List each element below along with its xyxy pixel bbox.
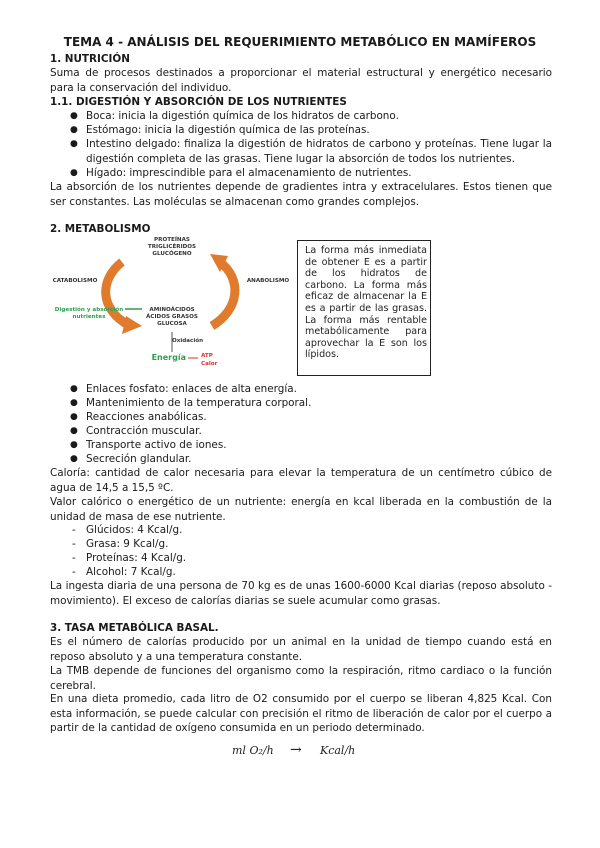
- paragraph-tasa-3: En una dieta promedio, cada litro de O2 consumido por el cuerpo se liberan 4,825 Kcal. Con esta información, se puede calcular con precisión el ritmo de liberación de calor por el cuerpo a partir de la cantidad de oxígeno consumida en un periodo determinado.: [50, 693, 552, 734]
- page-title: TEMA 4 - ANÁLISIS DEL REQUERIMIENTO METABÓLICO EN MAMÍFEROS: [63, 35, 537, 49]
- list-item: ● Transporte activo de iones.: [70, 439, 227, 451]
- diagram-label-bottom: AMINOÁCIDOS ÁCIDOS GRASOS GLUCOSA: [146, 307, 198, 327]
- note-box-text: La forma más inmediata de obtener E es a partir de los hidratos de carbono. La forma más eficaz de almacenar la E es a partir de las grasas. La forma más rentable metabólicamente para aprovechar la E son los lípidos.: [305, 245, 427, 361]
- diagram-label-calor: Calor: [201, 361, 218, 367]
- list-item: ● Secreción glandular.: [70, 453, 192, 465]
- paragraph-ingesta: La ingesta diaria de una persona de 70 kg es de unas 1600-6000 Kcal diarias (reposo absoluto - movimiento). El exceso de calorías diarias se suele acumular como grasas.: [50, 580, 552, 607]
- list-item: ● Reacciones anabólicas.: [70, 411, 207, 423]
- list-item: ● Enlaces fosfato: enlaces de alta energía.: [70, 383, 297, 395]
- paragraph-valor-calorico: Valor calórico o energético de un nutriente: energía en kcal liberada en la combustión de la unidad de masa de ese nutriente.: [50, 496, 552, 523]
- dash-item: - Alcohol: 7 Kcal/g.: [72, 566, 176, 578]
- diagram-label-energy: Energía: [151, 353, 186, 362]
- dash-item: - Proteínas: 4 Kcal/g.: [72, 552, 187, 564]
- diagram-label-atp: ATP: [201, 353, 213, 359]
- section-heading-tasa: 3. TASA METABÓLICA BASAL.: [50, 622, 219, 634]
- dash-item: - Glúcidos: 4 Kcal/g.: [72, 524, 183, 536]
- list-item: ● Mantenimiento de la temperatura corporal.: [70, 397, 312, 409]
- diagram-label-digestion: Digestión y absorción nutrientes: [54, 307, 124, 320]
- metabolism-diagram: [50, 234, 290, 374]
- list-item: ● Boca: inicia la digestión química de los hidratos de carbono.: [70, 110, 399, 122]
- formula-right: Kcal/h: [320, 744, 356, 757]
- paragraph-nutricion: Suma de procesos destinados a proporcionar el material estructural y energético necesario para la conservación del individuo.: [50, 67, 552, 94]
- anabolism-arrow-shape: [212, 262, 235, 326]
- section-heading-nutricion: 1. NUTRICIÓN: [50, 53, 130, 65]
- formula: [232, 740, 372, 766]
- section-heading-digestion: 1.1. DIGESTIÓN Y ABSORCIÓN DE LOS NUTRIENTES: [50, 96, 347, 108]
- list-item: ● Intestino delgado: finaliza la digestión de hidratos de carbono y proteínas. Tiene lugar la digestión completa de las grasas. Tiene lugar la absorción de todos los nutrientes.: [70, 138, 552, 165]
- list-item: ● Hígado: imprescindible para el almacenamiento de nutrientes.: [70, 167, 412, 179]
- diagram-label-oxidation: Oxidación: [172, 338, 204, 344]
- diagram-label-top: PROTEÍNAS TRIGLICÉRIDOS GLUCÓGENO: [147, 237, 197, 257]
- paragraph-tasa-2: La TMB depende de funciones del organismo como la respiración, ritmo cardiaco o la función cerebral.: [50, 665, 552, 692]
- formula-left: ml O₂/h: [232, 744, 274, 757]
- list-item: ● Contracción muscular.: [70, 425, 202, 437]
- note-box: [297, 240, 431, 376]
- diagram-label-catabolism: CATABOLISMO: [52, 278, 98, 284]
- paragraph-absorcion: La absorción de los nutrientes depende de gradientes intra y extracelulares. Estos tienen que ser constantes. Las moléculas se almacenan como grandes complejos.: [50, 181, 552, 208]
- diagram-label-anabolism: ANABOLISMO: [246, 278, 290, 284]
- paragraph-tasa-1: Es el número de calorías producido por un animal en la unidad de tiempo cuando está en reposo absoluto y a una temperatura constante.: [50, 636, 552, 663]
- paragraph-caloria: Caloría: cantidad de calor necesaria para elevar la temperatura de un centímetro cúbico de agua de 14,5 a 15,5 ºC.: [50, 467, 552, 494]
- list-item: ● Estómago: inicia la digestión química de las proteínas.: [70, 124, 370, 136]
- formula-arrow: →: [290, 742, 302, 758]
- dash-item: - Grasa: 9 Kcal/g.: [72, 538, 169, 550]
- section-heading-metabolismo: 2. METABOLISMO: [50, 223, 151, 235]
